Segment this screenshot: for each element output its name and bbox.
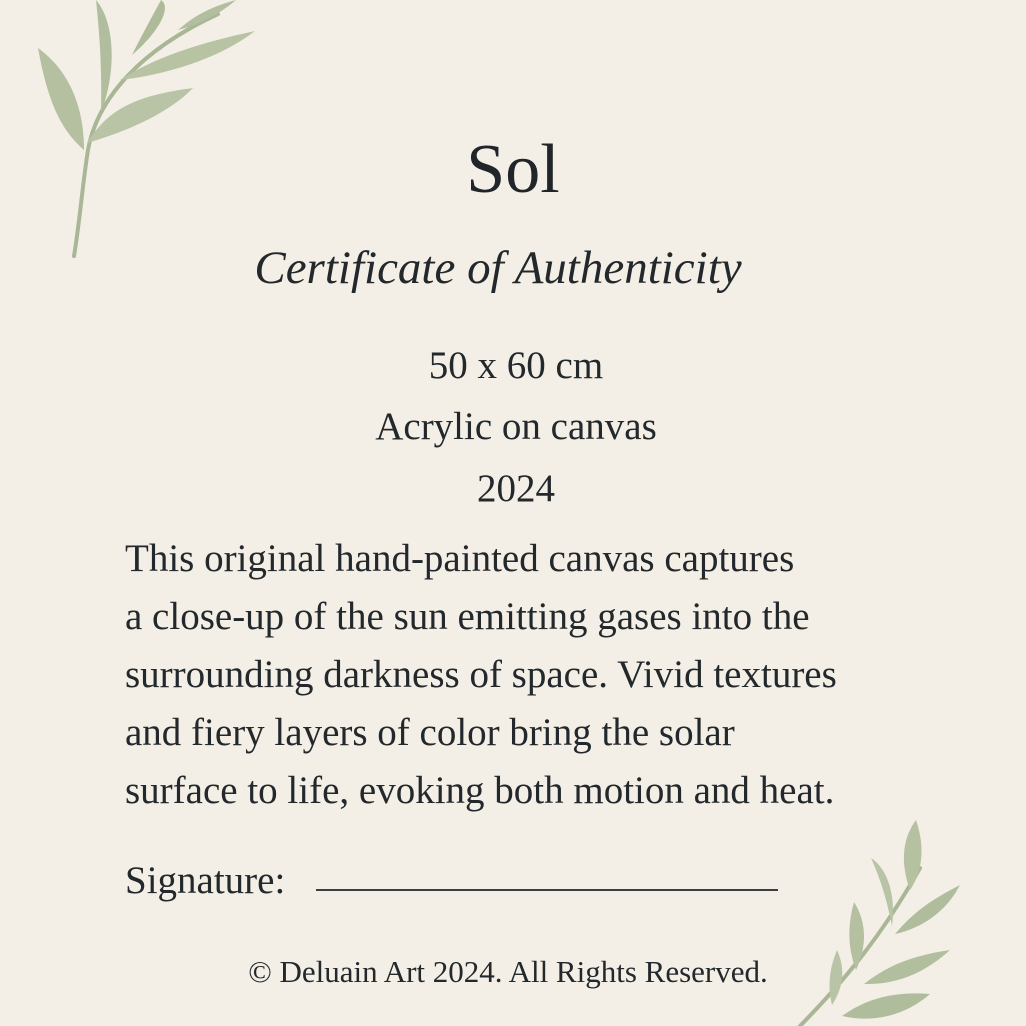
signature-area [125,852,785,912]
signature-label: Signature: [125,859,286,902]
description-line: surface to life, evoking both motion and heat. [125,769,835,812]
certificate-subtitle: Certificate of Authenticity [254,242,742,294]
artwork-dimensions: 50 x 60 cm [428,344,604,387]
description-line: a close-up of the sun emitting gases into the [125,595,810,638]
signature-line [316,889,778,891]
copyright-notice: © Deluain Art 2024. All Rights Reserved. [248,954,768,989]
description-line: and fiery layers of color bring the solar [125,711,735,754]
artwork-title: Sol [466,131,560,208]
description-line: This original hand-painted canvas captures [125,537,795,580]
artwork-year: 2024 [477,467,555,510]
description-line: surrounding darkness of space. Vivid textures [125,653,837,696]
artwork-medium: Acrylic on canvas [375,405,657,448]
artwork-description [125,530,1005,820]
